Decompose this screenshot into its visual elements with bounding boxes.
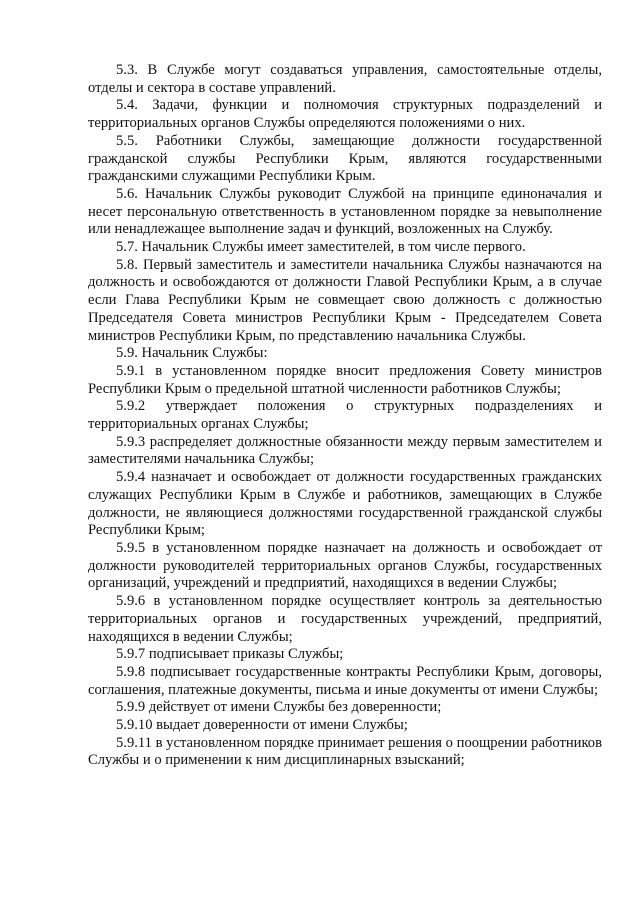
paragraph-5-3: 5.3. В Службе могут создаваться управления, самостоятельные отделы, отделы и сектора в составе управлений. — [88, 62, 602, 96]
paragraph-5-9-9: 5.9.9 действует от имени Службы без доверенности; — [116, 699, 442, 716]
paragraph-5-9-2: 5.9.2 утверждает положения о структурных подразделениях и территориальных органах Службы; — [88, 398, 602, 433]
document-page — [88, 62, 602, 770]
paragraph-5-9-1: 5.9.1 в установленном порядке вносит предложения Совету министров Республики Крым о предельной штатной численности работников Службы; — [88, 362, 602, 397]
paragraph-5-6: 5.6. Начальник Службы руководит Службой на принципе единоначалия и несет персональную ответственность в установленном порядке за невыполнение или ненадлежащее выполнение задач и функций, возложенных на Службу. — [88, 185, 602, 238]
paragraph-5-9-10: 5.9.10 выдает доверенности от имени Службы; — [116, 717, 408, 734]
paragraph-5-9-11: 5.9.11 в установленном порядке принимает решения о поощрении работников Службы и о применении к ним дисциплинарных взысканий; — [88, 734, 602, 769]
paragraph-5-8: 5.8. Первый заместитель и заместители начальника Службы назначаются на должность и освобождаются от должности Главой Республики Крым, а в случае если Глава Республики Крым не совмещает свою должность с должностью Председателя Совета министров Республики Крым - Председателем Совета министров Республики Крым, по представлению начальника Службы. — [88, 256, 602, 344]
paragraph-5-4: 5.4. Задачи, функции и полномочия структурных подразделений и территориальных органов Службы определяются положениями о них. — [88, 97, 602, 132]
paragraph-5-9-7: 5.9.7 подписывает приказы Службы; — [116, 646, 344, 663]
paragraph-5-5: 5.5. Работники Службы, замещающие должности государственной гражданской службы Республики Крым, являются государственными гражданскими служащими Республики Крым. — [88, 132, 602, 185]
paragraph-5-9-5: 5.9.5 в установленном порядке назначает на должность и освобождает от должности руководителей территориальных органов Службы, государственных организаций, учреждений и предприятий, находящихся в ведении Службы; — [88, 539, 602, 592]
paragraph-5-9-3: 5.9.3 распределяет должностные обязанности между первым заместителем и заместителями начальника Службы; — [88, 433, 602, 468]
paragraph-5-9-6: 5.9.6 в установленном порядке осуществляет контроль за деятельностью территориальных органов и государственных учреждений, предприятий, находящихся в ведении Службы; — [88, 593, 602, 645]
paragraph-5-9-4: 5.9.4 назначает и освобождает от должности государственных гражданских служащих Республики Крым в Службе и работников, замещающих в Службе должности, не являющиеся должностями государственной гражданской службы Республики Крым; — [88, 469, 602, 539]
paragraph-5-7: 5.7. Начальник Службы имеет заместителей, в том числе первого. — [116, 239, 526, 256]
paragraph-5-9-8: 5.9.8 подписывает государственные контракты Республики Крым, договоры, соглашения, платежные документы, письма и иные документы от имени Службы; — [88, 663, 602, 698]
paragraph-5-9: 5.9. Начальник Службы: — [116, 345, 268, 362]
